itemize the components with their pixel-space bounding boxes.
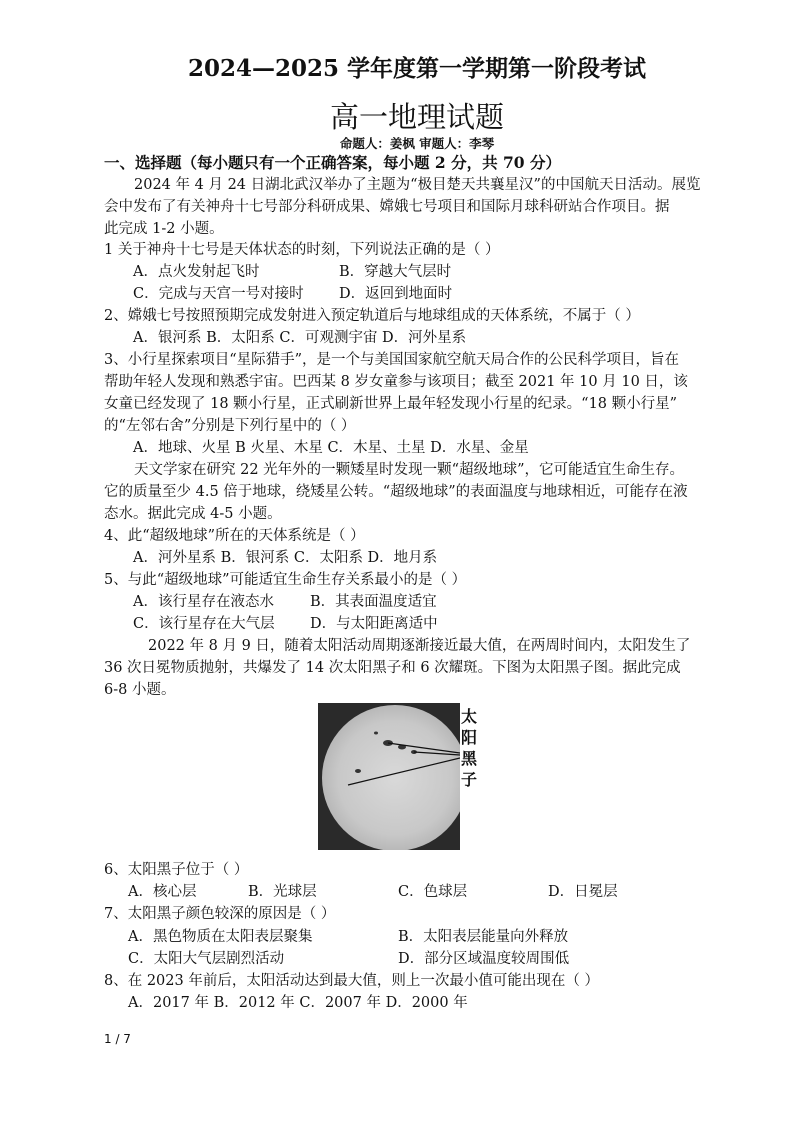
question-8-options: A．2017 年 B．2012 年 C．2007 年 D．2000 年 — [128, 995, 468, 1011]
passage2-line-2: 它的质量至少 4.5 倍于地球，绕矮星公转。“超级地球”的表面温度与地球相近，可能存在液 — [104, 484, 688, 500]
sunspot-figure — [318, 703, 460, 850]
question-2-stem: 2、嫦娥七号按照预期完成发射进入预定轨道后与地球组成的天体系统，不属于（ ） — [104, 308, 640, 324]
sunspot-marks — [318, 703, 460, 850]
question-6-option-b: B．光球层 — [248, 884, 317, 900]
passage3-line-2: 36 次日冕物质抛射，共爆发了 14 次太阳黑子和 6 次耀斑。下图为太阳黑子图。据此完成 — [104, 660, 681, 676]
question-5-option-d: D．与太阳距离适中 — [310, 616, 438, 632]
passage2-line-3: 态水。据此完成 4-5 小题。 — [104, 506, 282, 522]
passage3-line-3: 6-8 小题。 — [104, 682, 176, 698]
question-7-option-d: D．部分区域温度较周围低 — [398, 951, 570, 967]
question-3-stem-line-3: 女童已经发现了 18 颗小行星，正式刷新世界上最年轻发现小行星的纪录。“18 颗小行星” — [104, 396, 678, 412]
section-heading: 一、选择题（每小题只有一个正确答案，每小题 2 分，共 70 分） — [104, 153, 561, 172]
question-6-option-d: D．日冕层 — [548, 884, 618, 900]
question-5-stem: 5、与此“超级地球”可能适宜生命生存关系最小的是（ ） — [104, 572, 467, 588]
question-3-options: A．地球、火星 B 火星、木星 C．木星、土星 D．水星、金星 — [133, 440, 529, 456]
question-1-option-c: C．完成与天宫一号对接时 — [133, 286, 304, 302]
question-1-option-a: A．点火发射起飞时 — [133, 264, 260, 280]
question-6-stem: 6、太阳黑子位于（ ） — [104, 862, 249, 878]
pointer-line-3 — [348, 758, 460, 785]
question-5-option-c: C．该行星存在大气层 — [133, 616, 275, 632]
question-4-stem: 4、此“超级地球”所在的天体系统是（ ） — [104, 528, 365, 544]
exam-title: 2024—2025 学年度第一学期第一阶段考试 — [187, 55, 647, 82]
passage1-line-2: 会中发布了有关神舟十七号部分科研成果、嫦娥七号项目和国际月球科研站合作项目。据 — [104, 199, 670, 215]
question-7-option-b: B．太阳表层能量向外释放 — [398, 929, 569, 945]
exam-subtitle: 高一地理试题 — [329, 100, 504, 134]
question-1-stem: 1 关于神舟十七号是天体状态的时刻，下列说法正确的是（ ） — [104, 242, 500, 258]
question-1-option-b: B．穿越大气层时 — [339, 264, 452, 280]
question-7-option-a: A．黑色物质在太阳表层聚集 — [128, 929, 313, 945]
question-7-option-c: C．太阳大气层剧烈活动 — [128, 951, 285, 967]
question-3-stem-line-2: 帮助年轻人发现和熟悉宇宙。巴西某 8 岁女童参与该项目；截至 2021 年 10 月 10 日，该 — [104, 374, 688, 390]
page-number: 1 / 7 — [104, 1032, 131, 1046]
passage1-line-1: 2024 年 4 月 24 日湖北武汉举办了主题为“极目楚天共襄星汉”的中国航天日活动。展览 — [134, 177, 701, 193]
question-2-options: A．银河系 B．太阳系 C．可观测宇宙 D．河外星系 — [133, 330, 467, 346]
question-5-option-a: A．该行星存在液态水 — [133, 594, 274, 610]
question-4-options: A．河外星系 B．银河系 C．太阳系 D．地月系 — [133, 550, 438, 566]
question-3-stem-line-4: 的“左邻右舍”分别是下列行星中的（ ） — [104, 418, 356, 434]
question-3-stem-line-1: 3、小行星探索项目“星际猎手”，是一个与美国国家航空航天局合作的公民科学项目，旨在 — [104, 352, 680, 368]
exam-authors: 命题人：姜枫 审题人：李琴 — [339, 136, 495, 151]
question-7-stem: 7、太阳黑子颜色较深的原因是（ ） — [104, 906, 336, 922]
question-5-option-b: B．其表面温度适宜 — [310, 594, 437, 610]
question-6-option-c: C．色球层 — [398, 884, 468, 900]
passage1-line-3: 此完成 1-2 小题。 — [104, 221, 224, 237]
question-1-option-d: D．返回到地面时 — [339, 286, 453, 302]
sunspot-4 — [355, 769, 361, 773]
passage2-line-1: 天文学家在研究 22 光年外的一颗矮星时发现一颗“超级地球”，它可能适宜生命生存。 — [134, 462, 684, 478]
question-8-stem: 8、在 2023 年前后，太阳活动达到最大值，则上一次最小值可能出现在（ ） — [104, 973, 599, 989]
question-6-option-a: A．核心层 — [128, 884, 197, 900]
figure-label: 太阳黑子 — [461, 707, 478, 789]
sunspot-5 — [374, 732, 378, 735]
passage3-line-1: 2022 年 8 月 9 日，随着太阳活动周期逐渐接近最大值，在两周时间内，太阳发生了 — [148, 638, 691, 654]
